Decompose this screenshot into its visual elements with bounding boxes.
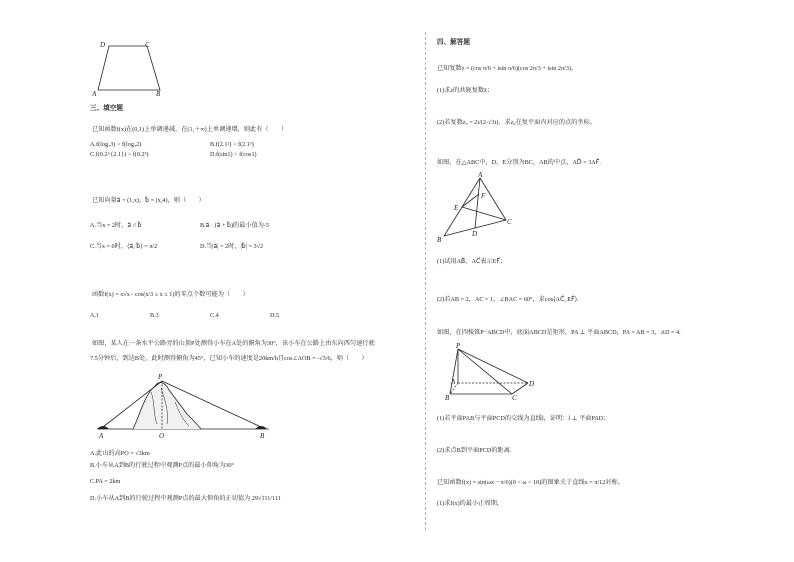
q6-stem: 如图，在△ABC中，D，E分别为BC，AB的中点，AD⃗ = 3AF⃗. — [437, 159, 601, 166]
q8-part1: (1)求f(x)的最小正周期， — [437, 500, 503, 507]
q6-part2: (2)若AB = 2，AC = 1，∠BAC = 60°，求cos⟨AC⃗, EF⃗⟩. — [437, 296, 579, 303]
triangle-label-c: C — [507, 218, 512, 226]
trapezoid-label-b: B — [156, 90, 161, 98]
q4-option-a: A.此山的高PO = √3km — [90, 450, 150, 457]
q4-option-d: D.小车从A到B的行驶过程中观测P点的最大仰角的正切值为 29√111/111 — [90, 495, 281, 502]
q2-option-d: D.当|a⃗| = 2时，|b⃗| = 3√2 — [200, 243, 264, 250]
pyramid-figure — [445, 342, 538, 402]
q1-option-d: D.f(sin1) > f(cos1) — [210, 151, 257, 158]
q4-option-b: B.小车从A到B的行驶过程中观测P点的最小仰角为30° — [90, 462, 234, 469]
q2-option-c: C.当x = 0时，⟨a⃗, b⃗⟩ = π/2 — [90, 243, 158, 250]
column-divider — [425, 32, 426, 530]
mountain-label-p: P — [158, 373, 163, 381]
q6-part1: (1)试用AB⃗，AC⃗表示EF⃗； — [437, 258, 507, 265]
q3-option-b: B.3 — [150, 312, 159, 319]
triangle-label-a: A — [478, 171, 483, 179]
mountain-label-a: A — [99, 432, 104, 440]
q7-part2: (2)求点B到平面PCD的距离. — [437, 447, 512, 454]
section-title-fill-in: 三、填空题 — [90, 105, 123, 112]
q3-option-a: A.1 — [90, 312, 100, 319]
q4-stem-line1: 如图，某人在一条水平公路旁的山顶P处测得小车在A处的俯角为30°，该小车在公路上由东向西匀速行驶 — [92, 340, 375, 347]
mountain-label-b: B — [260, 432, 265, 440]
q1-option-a: A.f(log₂3) > f(log₃2) — [90, 141, 142, 148]
triangle-label-b: B — [437, 236, 442, 244]
triangle-label-e: E — [454, 204, 459, 212]
q3-option-d: D.5 — [270, 312, 280, 319]
triangle-figure — [436, 172, 516, 244]
pyramid-label-c: C — [512, 394, 517, 402]
q3-option-c: C.4 — [210, 312, 219, 319]
mountain-label-o: O — [159, 432, 165, 440]
q5-part2: (2)若复数z₀ = 2i/(2-√3i)，求z₀在复平面内对应的点的坐标。 — [437, 119, 596, 126]
pyramid-label-d: D — [529, 380, 535, 388]
q1-stem: 已知函数f(x)在(0,1)上单调递减，在(1,＋∞)上单调递增，则此有（ ） — [92, 126, 288, 133]
triangle-label-f: F — [481, 192, 486, 200]
q5-stem: 已知复数z = (cos π/6 + isin π/6)(cos 2π/3 + isin 2π/3)， — [437, 65, 578, 72]
q2-stem: 已知向量a⃗ = (1,x)，b⃗ = (x,4)，则（ ） — [92, 197, 205, 204]
q4-stem-line2: 7.5分钟后，到达B处，此时测得俯角为45°，已知小车的速度是20km/h且cos∠AOB = -√3/6，则（ ） — [90, 355, 368, 362]
trapezoid-label-a: A — [92, 90, 97, 98]
trapezoid-label-c: C — [145, 41, 150, 49]
q3-stem: 函数f(x) = x√x - cos(x/3 ≤ x ≤ 1)的零点个数可能为（ ） — [92, 291, 249, 298]
q2-option-a: A.当x = 2时，a⃗ // b⃗ — [90, 222, 142, 229]
triangle-label-d: D — [472, 230, 478, 238]
pyramid-label-a: A — [451, 378, 456, 386]
q5-part1: (1)求z的共轭复数z̄； — [437, 87, 494, 94]
q7-stem: 如图，在四棱锥P−ABCD中，底面ABCD是矩形，PA ⊥ 平面ABCD，PA = AB = 3，AD = 4. — [437, 329, 681, 336]
trapezoid-figure — [92, 38, 172, 96]
q8-stem: 已知函数f(x) = sin(ωx − π/6)(0 < ω < 10)的图象关于直线x = π/12对称。 — [437, 479, 624, 486]
section-title-answers: 四、解答题 — [437, 39, 470, 46]
q2-option-b: B.a⃗ · (a⃗ + b⃗)的最小值为-5 — [200, 222, 270, 229]
trapezoid-label-d: D — [100, 41, 106, 49]
pyramid-label-p: P — [456, 342, 461, 350]
q1-option-b: B.f(2.1²) > f(2.1³) — [210, 141, 254, 148]
pyramid-label-b: B — [445, 394, 450, 402]
q7-part1: (1)若平面PAB与平面PCD的交线为直线l，证明：l ⊥ 平面PAD； — [437, 415, 610, 422]
q1-option-c: C.f(0.2^{2.1}) > f(0.2³) — [90, 151, 149, 158]
mountain-figure — [95, 372, 275, 440]
q4-option-c: C.PA = 2km — [90, 478, 121, 485]
